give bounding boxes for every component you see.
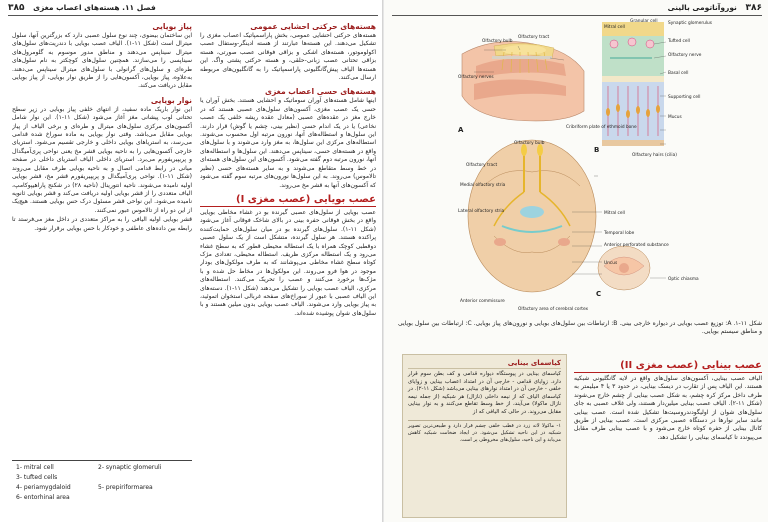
- label-olfactory-nerves: Olfactory nerves: [458, 75, 494, 80]
- heading-olfactory-bulb: پیاز بویایی: [152, 22, 192, 31]
- label-lateral-stria: Lateral olfactory stria: [458, 209, 505, 214]
- olfactory-figure: [454, 16, 766, 316]
- label-panel-a: A: [458, 126, 464, 134]
- footnote-4: 4- periamygdaloid: [16, 484, 71, 491]
- label-panel-b: B: [594, 146, 600, 154]
- label-synaptic-glomerulus: Synaptic glomerulus: [668, 21, 712, 26]
- footnote-5: 5- prepiriformarea: [98, 484, 153, 491]
- clinical-box-title: کیاسمای بینایی: [408, 359, 561, 369]
- label-anterior-commissure: Anterior commissure: [460, 299, 505, 304]
- page-number-right: ۳۸۶: [745, 3, 762, 13]
- page-number-left: ۳۸۵: [8, 3, 25, 13]
- heading-optic-nerve: عصب بینایی (عصب مغزی II): [574, 360, 762, 373]
- footnote-2: 2- synaptic glomeruli: [98, 464, 162, 471]
- right-page: [384, 0, 768, 522]
- label-mucus: Mucus: [668, 115, 682, 120]
- label-supporting-cell: Supporting cell: [668, 95, 701, 100]
- footnote-3: 3- tufted cells: [16, 474, 58, 481]
- paragraph-sensory-nuclei: اینها شامل هسته‌های آوران سوماتیک و احشایی هستند. بخش آوران یا حسی یک عصب مغزی، آکسون‌های سلول‌های عصبی هستند که در خارج مغز در عقده‌های عصبی (معادل عقده ریشه خلفی یک عصب نخاعی) یا در یک اندام حسی (نظیر بینی، چشم یا گوش) قرار دارند. این سلول‌ها و استطاله‌های آنها، نورون مرتبه اول محسوب می‌شوند. استطاله‌های مرکزی این سلول‌ها، به مغز وارد می‌شوند و با سلول‌های واقع در هسته‌های حسی، سیناپس می‌دهند. این سلول‌ها و استطاله‌های آنها، نورون مرتبه دوم گفته می‌شود. آکسون‌های این سلول‌های هسته‌ای در خط وسط متقاطع می‌شوند و به سایر هسته‌های حسی (نظیر تالاموس) می‌روند. به این سلول‌ها نورون‌های مرتبه سوم گفته می‌شود که آکسون‌های آنها به قشر مخ می‌روند.: [200, 97, 376, 189]
- label-olfactory-hairs: Olfactory hairs (cilia): [632, 153, 677, 158]
- paragraph-olfactory-bulb: این ساختمان بیضوی، چند نوع سلول عصبی دارد که بزرگترین آنها، سلول میترال است (شکل ۱۱-۱). الیاف عصب بویایی با دندریت‌های سلول‌های میترال سیناپس می‌دهند و مناطق مدور موسوم به گلومرول‌های سیناپسی را می‌سازند. همچنین سلول‌های کوچکتر به نام سلول‌های طره‌ای و سلول‌های گرانولی با سلول‌های میترال سیناپس می‌دهند. به‌علاوه، پیاز بویایی، آکسون‌هایی را از طریق نوار بویایی، از پیاز بویایی مقابل دریافت می‌کند.: [12, 32, 192, 90]
- header-rule-left: [8, 15, 378, 16]
- right-page-header: [392, 3, 762, 14]
- label-olfactory-tract-c: Olfactory tract: [466, 163, 498, 168]
- figure-caption: شکل ۱۱-۱. A: توزیع عصب بویایی در دیواره خارجی بینی. B: ارتباطات بین سلول‌های بویایی و نورون‌های پیاز بویایی. C: ارتباطات بین سلول بویایی و مناطق سیستم بویایی.: [398, 320, 763, 336]
- heading-general-visceral-motor: هسته‌های حرکتی احشایی عمومی: [250, 22, 376, 31]
- left-page-left-column: [12, 20, 192, 456]
- footnote-rule: [12, 460, 192, 461]
- footnote-1: 1- mitral cell: [16, 464, 54, 471]
- olfactory-figure-svg: [454, 16, 766, 316]
- heading-olfactory-tract: نوار بویایی: [150, 95, 192, 105]
- book-title-right: نوروآناتومی بالینی: [667, 3, 737, 12]
- panel-c-inset: [598, 246, 650, 290]
- paragraph-optic-nerve: الیاف عصب بینایی، آکسون‌های سلول‌های واقع در لایه گانگلیونی شبکیه هستند. این الیاف پس از تقارب در دیسک بینایی، در حدود ۳ یا ۴ میلیمتر به طرف داخل مرکز کره چشم، به شکل عصب بینایی از چشم خارج می‌شوند (شکل ۱۱-۲). الیاف عصب بینایی میلین‌دار هستند، ولی غلاف عصبی به جای سلول‌های شوان از اولیگودندروسیت‌ها تشکیل شده است. عصب بینایی مانند سایر نوارها در دستگاه عصبی مرکزی است. عصب بینایی از طریق کانال بینایی از حفره کوتاه خارج می‌شود و با عصب بینایی طرف مقابل می‌پیوندد تا کیاسمای بینایی را تشکیل دهد.: [574, 375, 762, 441]
- label-optic-chiasma: Optic chiasma: [668, 277, 699, 282]
- label-olfactory-bulb-a: Olfactory bulb: [482, 39, 513, 44]
- label-cribriform-plate: Cribriform plate of ethmoid bone: [566, 125, 637, 130]
- label-tufted-cell: Tufted cell: [668, 39, 690, 44]
- label-olfactory-area: Olfactory area of cerebral cortex: [518, 307, 589, 312]
- chapter-title-left: فصل ۱۱. هسته‌های اعصاب مغزی: [33, 3, 156, 12]
- panel-a-nasal-cavity: [462, 42, 584, 121]
- label-basal-cell: Basal cell: [668, 71, 689, 76]
- label-temporal-lobe: Temporal lobe: [604, 231, 635, 236]
- label-panel-c: C: [596, 290, 602, 298]
- paragraph-olfactory-nerve: عصب بویایی از سلول‌های عصبی گیرنده بو در غشاء مخاطی بویایی واقع در بخش فوقانی حفره بینی در بالای شاخک فوقانی آغاز می‌شود (شکل ۱۱-۱). سلول‌های گیرنده بو در میان سلول‌های حمایت‌کننده پراکنده هستند. هر سلول گیرنده، متشکل است از یک سلول عصبی دوقطبی کوچک همراه با یک استطاله محیطی قطور که به سطح غشاء می‌رود و یک استطاله مرکزی ظریف. استطاله محیطی، تعدادی مژک کوتاه سطح غشاء مخاطی می‌پوشانند که به طرف مولکول‌های بودار موجود در هوا فرو می‌روند. این مولکول‌ها در مخاط حل شده و با مژک‌ها برخورد می‌کنند و عصب را تحریک می‌کنند. استطاله‌های مرکزی، الیاف عصب بویایی را تشکیل می‌دهند (شکل ۱۱-۱). دسته‌های این الیاف عصبی با عبور از سوراخ‌های صفحه غربالی استخوان اتموئید، به پیاز بویایی وارد می‌شوند. الیاف عصب بویایی بدون میلین هستند و با سلول‌های شوان پوشیده شده‌اند.: [200, 208, 376, 317]
- label-olfactory-tract-a: Olfactory tract: [518, 35, 550, 40]
- footnote-6: 6- entorhinal area: [16, 494, 70, 501]
- paragraph-olfactory-tract: این نوار باریک ماده سفید، از انتهای خلفی پیاز بویایی در زیر سطح تحتانی لوب پیشانی مغز آغاز می‌شود (شکل ۱۱-۱). این نوار شامل آکسون‌های مرکزی سلول‌های میترال و طره‌ای و برخی الیاف از پیاز بویایی مقابل می‌باشد. وقتی نوار بویایی به ماده سوراخ شده قدامی می‌رسد، به استریاهای بویایی داخلی و خارجی تقسیم می‌شود. استریای خارجی آکسون‌هایی را به ناحیه بویایی قشر مخ یعنی نواحی پری‌آمیگدال و پریپیریفورم می‌برد. استریای داخلی الیاف استریای داخلی در صفحه میانی در رابط قدامی اتصال و به ناحیه بویایی طرف مقابل می‌روند (شکل ۱۱-۱). نواحی پری‌آمیگدال و پریپیریفورم قشر مخ، قشر بویایی اولیه نامیده می‌شوند. ناحیه انتورینال (ناحیه ۲۸) در شکنج پاراهیپوکامپ، الیاف متعددی را از قشر بویایی اولیه دریافت می‌کند و قشر بویایی ثانویه نامیده می‌شود. این نواحی قشر مسئول درک حس بویایی هستند. هیچ‌یک از این دو راه از تالاموس عبور نمی‌کنند.: [12, 105, 192, 214]
- clinical-box-footnote: ۱- ماکولا لاته زرد در قطب خلفی چشم قرار دارد و طبیعی‌ترین تصویر شبکیه در این ناحیه تشکیل می‌شود. در ایجاد ضخامت شبکیه کاهش می‌یابد و این ناحیه، سلول‌های مخروطی پر است.: [408, 420, 561, 444]
- label-olfactory-bulb-c: Olfactory bulb: [514, 141, 545, 146]
- clinical-box: [402, 354, 567, 518]
- label-medial-stria: Medial olfactory stria: [460, 183, 506, 188]
- heading-sensory-nuclei: هسته‌های حسی اعصاب مغزی: [264, 87, 376, 97]
- heading-olfactory-nerve: عصب بویایی (عصب مغزی I): [200, 194, 376, 207]
- paragraph-general-visceral: هسته‌های حرکتی احشایی عمومی، بخش پاراسمپاتیک اعصاب مغزی را تشکیل می‌دهند. این هسته‌ها عبارتند از هسته ادینگر-وستفال عصب اکولوموتور، هسته‌های اشکی و بزاقی فوقانی عصب صورتی، هسته بزاقی تحتانی عصب زبانی-حلقی، و هسته حرکتی پشتی واگ. این هسته‌ها الیاف پیش‌گانگلیونی پاراسمپاتیک را به گانگلیون‌های مربوطه ارسال می‌کنند.: [200, 32, 376, 82]
- label-anterior-perforated: Anterior perforated substance: [604, 243, 669, 248]
- paragraph-olfactory-cortex: قشر بویایی اولیه الیافی را به مراکز متعددی در داخل مغز می‌فرستد تا رابطه بین داده‌های عاطفی و خودکار با حس بویایی برقرار شود.: [12, 216, 192, 232]
- label-mitral-cell: Mitral cell: [604, 25, 625, 30]
- label-uncus: Uncus: [604, 261, 618, 266]
- left-page-header: [8, 3, 378, 14]
- left-page-right-column: [200, 20, 376, 518]
- label-olfactory-nerve: Olfactory nerve: [668, 53, 702, 58]
- label-mitral-cell-c: Mitral cell: [604, 211, 625, 216]
- label-granular-cell: Granular cell: [630, 19, 658, 24]
- right-page-column: [574, 356, 762, 520]
- clinical-box-text: کیاسمای بینایی در پیوستگاه دیواره قدامی و کف بطن سوم قرار دارد. زوایای قدامی - خارجی آن در امتداد اعصاب بینایی و زوایای خلفی - خارجی آن در امتداد نوارهای بینایی می‌باشد (شکل ۱۱-۲). در کیاسمای الیاف که از نیمه داخلی (نازال) هر شبکیه (از جمله نیمه نازال ماکولا) می‌آیند، از خط وسط تقاطع می‌کنند و به نوار بینایی مقابل می‌روند. در حالی که الیافی که از: [408, 371, 561, 415]
